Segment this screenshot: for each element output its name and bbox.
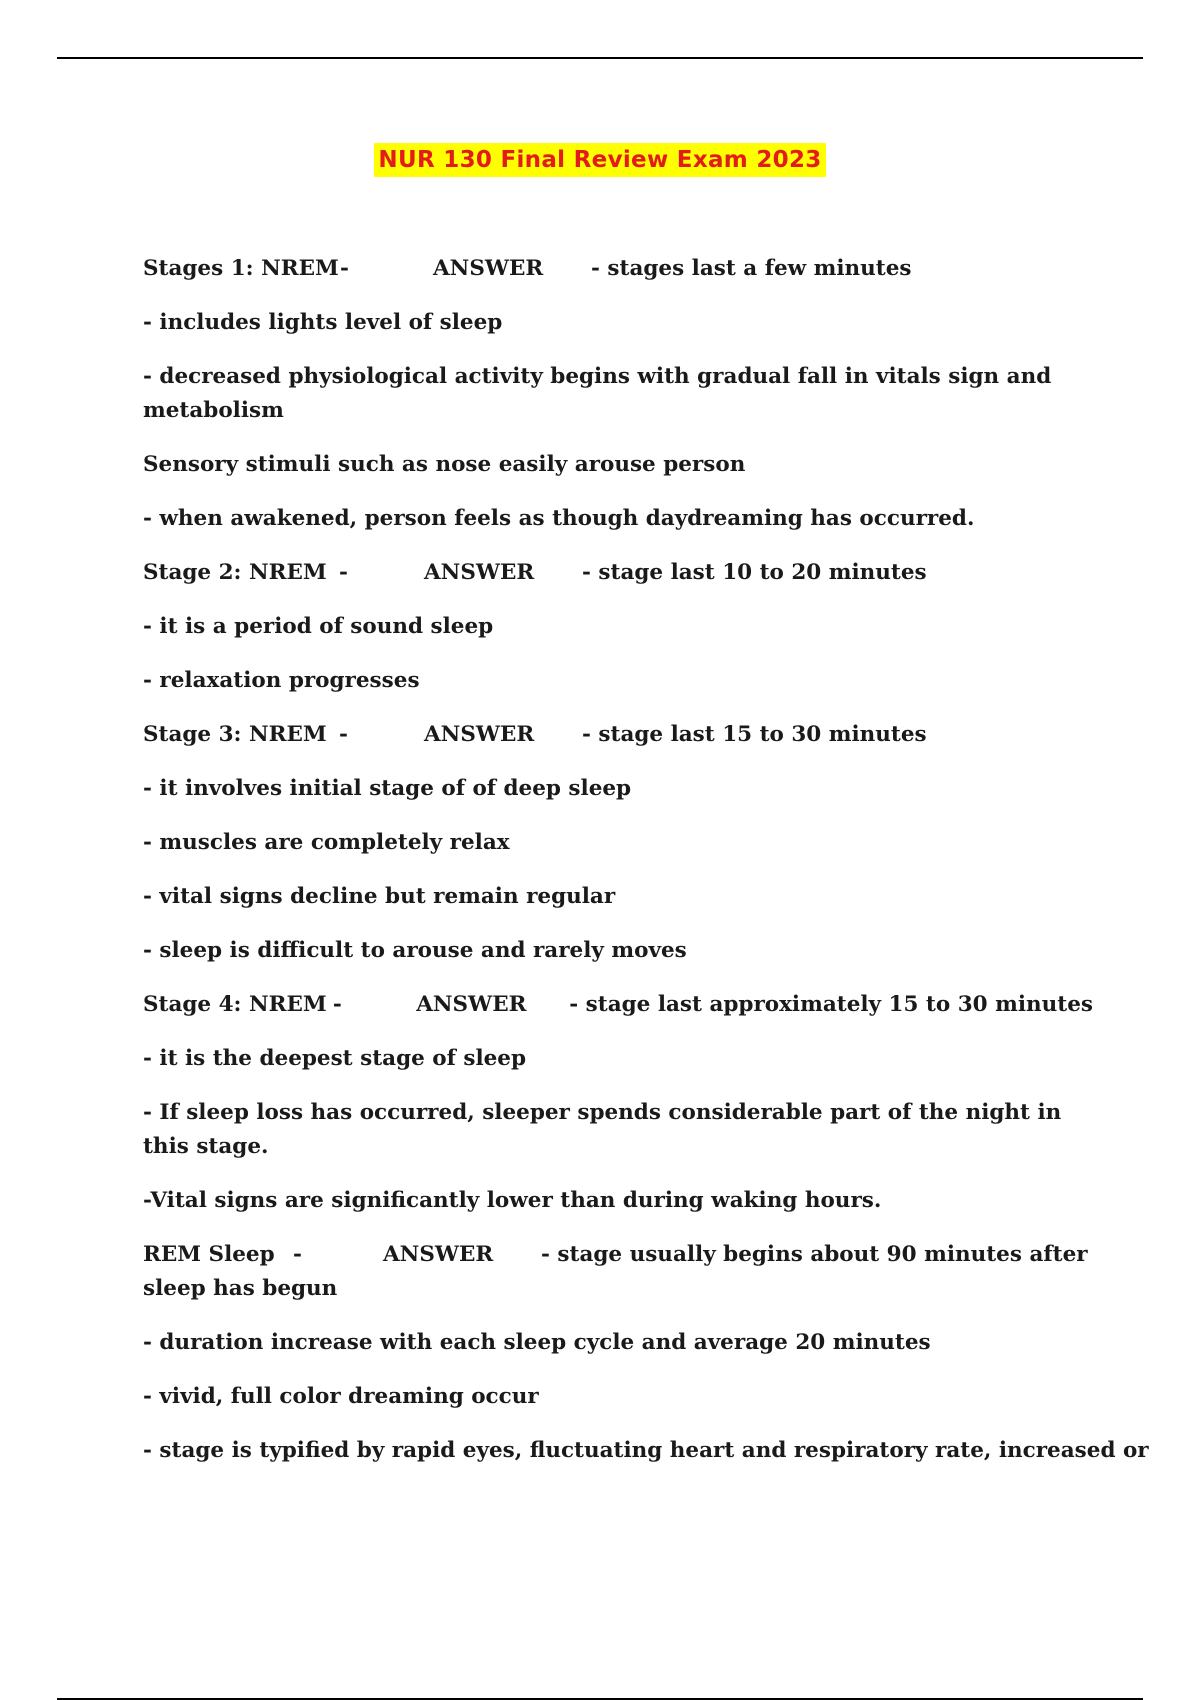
note-line: - vital signs decline but remain regular (143, 884, 616, 909)
note-line: - includes lights level of sleep (143, 310, 503, 335)
qa-answer: - stage usually begins about 90 minutes after (541, 1242, 1088, 1267)
qa-answer-label: ANSWER (424, 560, 535, 585)
note-line: - If sleep loss has occurred, sleeper spends considerable part of the night in this stage. (143, 1100, 1062, 1159)
qa-answer: - stage last 15 to 30 minutes (582, 722, 927, 747)
note-line: - sleep is difficult to arouse and rarely moves (143, 938, 687, 963)
note-line: - it is a period of sound sleep (143, 614, 494, 639)
note-line: -Vital signs are significantly lower than during waking hours. (143, 1188, 882, 1213)
qa-dash: - (339, 722, 348, 747)
qa-dash: - (339, 560, 348, 585)
qa-answer: - stage last approximately 15 to 30 minutes (569, 992, 1093, 1017)
qa-answer-label: ANSWER (424, 722, 535, 747)
qa-answer: - stages last a few minutes (591, 256, 912, 281)
qa-term: Stage 2: NREM (143, 560, 327, 585)
note-line: - vivid, full color dreaming occur (143, 1384, 539, 1409)
note-line: - decreased physiological activity begins with gradual fall in vitals sign and metabolism (143, 364, 1052, 423)
note-line: - it is the deepest stage of sleep (143, 1046, 527, 1071)
document-body (143, 252, 1149, 1488)
note-line: - stage is typified by rapid eyes, fluctuating heart and respiratory rate, increased or (143, 1438, 1149, 1463)
qa-stage1 (143, 252, 1093, 286)
qa-answer-continued: sleep has begun (143, 1276, 338, 1301)
note-line: Sensory stimuli such as nose easily arouse person (143, 452, 746, 477)
top-rule (57, 57, 1143, 59)
qa-term: REM Sleep (143, 1242, 275, 1267)
qa-answer-label: ANSWER (433, 256, 544, 281)
note-line: - relaxation progresses (143, 668, 420, 693)
qa-stage2 (143, 556, 1093, 590)
qa-term: Stage 4: NREM (143, 992, 327, 1017)
qa-answer-label: ANSWER (416, 992, 527, 1017)
qa-term: Stage 3: NREM (143, 722, 327, 747)
qa-rem (143, 1238, 1093, 1306)
qa-dash: - (293, 1242, 302, 1267)
note-line: - duration increase with each sleep cycle and average 20 minutes (143, 1330, 931, 1355)
qa-term: Stages 1: NREM (143, 256, 339, 281)
qa-stage3 (143, 718, 1093, 752)
qa-answer: - stage last 10 to 20 minutes (582, 560, 927, 585)
note-line: - when awakened, person feels as though daydreaming has occurred. (143, 506, 975, 531)
note-line: - muscles are completely relax (143, 830, 510, 855)
qa-dash: - (332, 992, 342, 1017)
document-title: NUR 130 Final Review Exam 2023 (374, 143, 825, 177)
qa-stage4 (143, 988, 1093, 1022)
note-line: - it involves initial stage of of deep sleep (143, 776, 632, 801)
qa-dash: - (340, 256, 349, 281)
qa-answer-label: ANSWER (383, 1242, 494, 1267)
title-container (0, 143, 1200, 177)
